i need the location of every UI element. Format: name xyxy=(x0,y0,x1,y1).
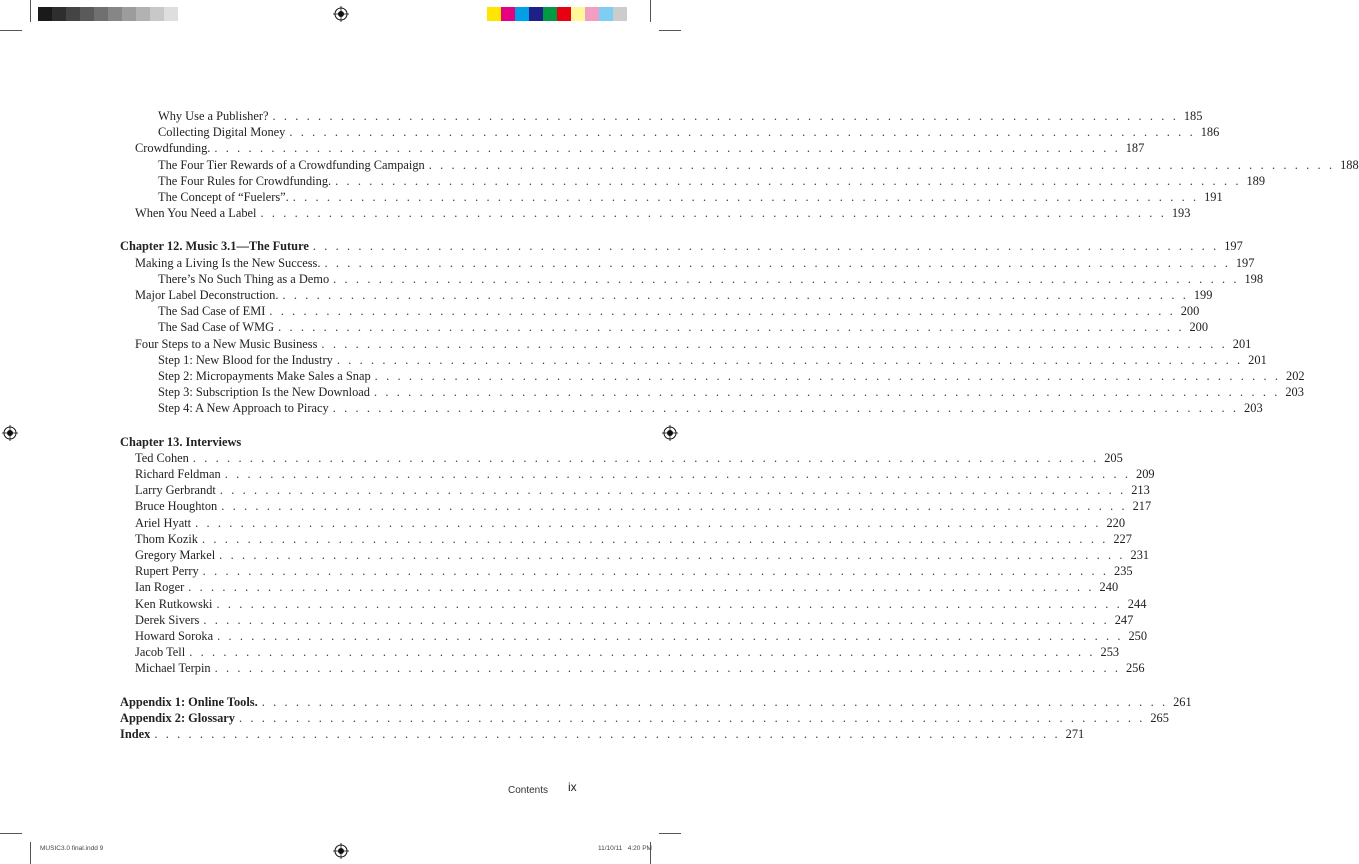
toc-entry[interactable] xyxy=(135,288,1213,303)
toc-entry[interactable] xyxy=(135,499,1152,514)
toc-entry-title: Thom Kozik xyxy=(135,531,198,546)
grayscale-calibration-bar xyxy=(38,7,178,21)
toc-leader-dots: . . . . . . . . . . . . . . . . . . . . . . . . . . . . . . . . . . . . . . . . . . . . . . . . . . . . . . . . . . . . . . . . . . . . . . . . . . . . . . . . xyxy=(282,288,1189,302)
toc-entry-title: Step 4: A New Approach to Piracy xyxy=(158,401,329,416)
toc-entry[interactable] xyxy=(135,629,1148,644)
toc-leader-dots: . . . . . . . . . . . . . . . . . . . . . . . . . . . . . . . . . . . . . . . . . . . . . . . . . . . . . . . . . . . . . . . . . . . . . . . . . . . . . . . . xyxy=(214,661,1121,676)
toc-entry[interactable] xyxy=(158,320,1209,335)
toc-entry[interactable] xyxy=(135,580,1119,595)
toc-leader-dots: . . . . . . . . . . . . . . . . . . . . . . . . . . . . . . . . . . . . . . . . . . . . . . . . . . . . . . . . . . . . . . . . . . . . . . . . . . . . . . . . xyxy=(428,157,1335,172)
toc-entry[interactable] xyxy=(158,352,1267,368)
toc-entry-page: 186 xyxy=(1200,125,1220,140)
color-swatch xyxy=(501,7,515,21)
toc-entry-page: 265 xyxy=(1150,710,1169,725)
toc-entry[interactable] xyxy=(135,645,1120,660)
toc-entry[interactable] xyxy=(158,271,1264,287)
toc-entry-page: 244 xyxy=(1127,596,1147,611)
color-swatch xyxy=(599,7,613,21)
toc-entry[interactable] xyxy=(135,548,1150,563)
toc-entry-page: 261 xyxy=(1173,694,1192,709)
toc-entry[interactable] xyxy=(135,336,1252,352)
toc-entry-page: 227 xyxy=(1113,531,1132,546)
color-swatch xyxy=(80,7,94,21)
toc-entry[interactable] xyxy=(120,435,572,450)
toc-entry[interactable] xyxy=(158,125,1220,140)
toc-entry-page: 201 xyxy=(1232,336,1252,351)
toc-entry-page: 200 xyxy=(1180,304,1200,319)
page-number: ix xyxy=(568,780,577,794)
toc-leader-dots: . . . . . . . . . . . . . . . . . . . . . . . . . . . . . . . . . . . . . . . . . . . . . . . . . . . . . . . . . . . . . . . . . . . . . . . . . . . . . . . . xyxy=(335,173,1242,188)
toc-entry[interactable] xyxy=(158,109,1203,124)
toc-entry[interactable] xyxy=(135,612,1134,628)
toc-entry-title: Jacob Tell xyxy=(135,645,186,660)
toc-leader-dots: . . . . . . . . . . . . . . . . . . . . . . . . . . . . . . . . . . . . . . . . . . . . . . . . . . . . . . . . . . . . . . . . . . . . . . . . . . . . . . . . xyxy=(292,190,1199,204)
toc-entry-page: 217 xyxy=(1132,499,1152,514)
toc-leader-dots: . . . . . . . . . . . . . . . . . . . . . . . . . . . . . . . . . . . . . . . . . . . . . . . . . . . . . . . . . . . . . . . . . . . . . . . . . . . . . . . . xyxy=(201,531,1108,546)
crop-mark xyxy=(659,833,681,834)
toc-entry-title: Bruce Houghton xyxy=(135,499,218,514)
toc-entry-title: Major Label Deconstruction. xyxy=(135,288,279,302)
color-swatch xyxy=(571,7,585,21)
toc-leader-dots: . . . . . . . . . . . . . . . . . . . . . . . . . . . . . . . . . . . . . . . . . . . . . . . . . . . . . . . . . . . . . . . . . . . . . . . . . . . . . . . . xyxy=(217,629,1124,643)
color-swatch xyxy=(150,7,164,21)
toc-entry[interactable] xyxy=(135,564,1133,579)
toc-entry-page: 240 xyxy=(1099,580,1119,595)
toc-leader-dots: . . . . . . . . . . . . . . . . . . . . . . . . . . . . . . . . . . . . . . . . . . . . . . . . . . . . . . . . . . . . . . . . . . . . . . . . . . . . . . . . xyxy=(374,385,1280,400)
toc-entry-title: There’s No Such Thing as a Demo xyxy=(158,271,330,286)
toc-entry[interactable] xyxy=(158,173,1266,189)
toc-entry-page: 201 xyxy=(1248,352,1267,367)
toc-entry-title: The Sad Case of EMI xyxy=(158,304,266,319)
toc-entry-title: Step 2: Micropayments Make Sales a Snap xyxy=(158,369,371,383)
registration-mark-icon xyxy=(662,425,678,441)
toc-leader-dots: . . . . . . . . . . . . . . . . . . . . . . . . . . . . . . . . . . . . . . . . . . . . . . . . . . . . . . . . . . . . . . . . . . . . . . . . . . . . . . . . xyxy=(261,694,1168,709)
toc-entry-title: Ariel Hyatt xyxy=(135,515,192,530)
toc-entry-title: Derek Sivers xyxy=(135,612,200,627)
toc-entry-page: 200 xyxy=(1189,320,1209,335)
running-footer xyxy=(508,780,548,798)
toc-entry-page: 271 xyxy=(1065,727,1085,741)
toc-entry[interactable] xyxy=(120,727,1085,742)
toc-leader-dots: . . . . . . . . . . . . . . . . . . . . . . . . . . . . . . . . . . . . . . . . . . . . . . . . . . . . . . . . . . . . . . . . . . . . . . . . . . . . . . . . xyxy=(333,271,1240,286)
toc-entry-page: 250 xyxy=(1128,629,1148,643)
toc-entry-title: Four Steps to a New Music Business xyxy=(135,336,318,351)
color-swatch xyxy=(487,7,501,21)
color-swatch xyxy=(52,7,66,21)
toc-entry[interactable] xyxy=(120,239,1243,254)
toc-entry-title: Ted Cohen xyxy=(135,450,189,465)
toc-entry[interactable] xyxy=(135,255,1255,271)
toc-leader-dots: . . . . . . . . . . . . . . . . . . . . . . . . . . . . . . . . . . . . . . . . . . . . . . . . . . . . . . . . . . . . . . . . . . . . . . . . . . . . . . . . xyxy=(202,564,1109,579)
toc-entry-page: 189 xyxy=(1246,173,1266,188)
toc-entry[interactable] xyxy=(135,596,1147,612)
print-slug-filename: MUSIC3.0 final.indd 9 xyxy=(40,845,104,852)
toc-leader-dots: . . . . . . . . . . . . . . . . . . . . . . . . . . . . . . . . . . . . . . . . . . . . . . . . . . . . . . . . . . . . . . . . . . . . . . . . . . . . . . . . xyxy=(272,109,1179,123)
registration-mark-icon xyxy=(333,6,349,22)
toc-entry-title: Step 3: Subscription Is the New Download xyxy=(158,385,370,400)
toc-entry-title: Richard Feldman xyxy=(135,467,221,481)
toc-entry[interactable] xyxy=(158,190,1223,205)
color-swatch xyxy=(94,7,108,21)
footer-section-label: Contents xyxy=(508,785,549,796)
toc-entry-page: 209 xyxy=(1136,467,1155,481)
toc-entry-page: 213 xyxy=(1131,483,1150,498)
toc-entry-page: 253 xyxy=(1100,645,1120,660)
toc-entry-page: 198 xyxy=(1244,271,1264,286)
toc-entry-title: Ken Rutkowski xyxy=(135,596,213,611)
toc-entry[interactable] xyxy=(158,304,1200,319)
toc-leader-dots: . . . . . . . . . . . . . . . . . . . . . . . . . . . . . . . . . . . . . . . . . . . . . . . . . . . . . . . . . . . . . . . . . . . . . . . . . . . . . . . . xyxy=(321,336,1228,351)
toc-entry-page: 197 xyxy=(1224,239,1243,254)
toc-entry-page: 235 xyxy=(1114,564,1133,579)
crop-mark xyxy=(30,842,31,864)
color-swatch xyxy=(585,7,599,21)
toc-entry[interactable] xyxy=(135,661,1145,676)
toc-entry-title: Index xyxy=(120,727,151,741)
toc-leader-dots: . . . . . . . . . . . . . . . . . . . . . . . . . . . . . . . . . . . . . . . . . . . . . . . . . . . . . . . . . . . . . . . . . . . . . . . . . . . . . . . . xyxy=(278,320,1185,335)
toc-entry-page: 187 xyxy=(1125,141,1145,156)
toc-leader-dots: . . . . . . . . . . . . . . . . . . . . . . . . . . . . . . . . . . . . . . . . . . . . . . . . . . . . . . . . . . . . . . . . . . . . . . . . . . . . . . . . xyxy=(332,401,1239,416)
toc-leader-dots: . . . . . . . . . . . . . . . . . . . . . . . . . . . . . . . . . . . . . . . . . . . . . . . . . . . . . . . . . . . . . . . . . . . . . . . . . . . . . . . . xyxy=(260,206,1167,221)
toc-entry-page: 205 xyxy=(1104,450,1123,465)
toc-leader-dots: . . . . . . . . . . . . . . . . . . . . . . . . . . . . . . . . . . . . . . . . . . . . . . . . . . . . . . . . . . . . . . . . . . . . . . . . . . . . . . . . xyxy=(221,499,1128,514)
toc-entry-title: Step 1: New Blood for the Industry xyxy=(158,352,333,367)
toc-entry-title: Making a Living Is the New Success. xyxy=(135,255,321,270)
toc-entry-title: Appendix 2: Glossary xyxy=(120,710,235,725)
color-swatch xyxy=(122,7,136,21)
toc-entry-title: The Concept of “Fuelers”. xyxy=(158,190,289,204)
toc-leader-dots: . . . . . . . . . . . . . . . . . . . . . . . . . . . . . . . . . . . . . . . . . . . . . . . . . . . . . . . . . . . . . . . . . . . . . . . . . . . . . . . . xyxy=(195,515,1102,530)
toc-entry[interactable] xyxy=(135,467,1155,482)
toc-entry-page: 220 xyxy=(1106,515,1126,530)
toc-entry[interactable] xyxy=(135,206,1191,221)
toc-entry-title: Howard Soroka xyxy=(135,629,214,643)
toc-entry[interactable] xyxy=(135,531,1132,547)
toc-leader-dots: . . . . . . . . . . . . . . . . . . . . . . . . . . . . . . . . . . . . . . . . . . . . . . . . . . . . . . . . . . . . . . . . . . . . . . . . . . . . . . . . xyxy=(374,369,1281,383)
color-swatch xyxy=(136,7,150,21)
color-swatch xyxy=(543,7,557,21)
toc-entry[interactable] xyxy=(120,694,1192,710)
color-swatch xyxy=(164,7,178,21)
toc-entry[interactable] xyxy=(158,157,1359,173)
toc-entry-page: 256 xyxy=(1125,661,1145,676)
toc-entry-title: Collecting Digital Money xyxy=(158,125,286,140)
toc-entry-page: 197 xyxy=(1235,255,1255,270)
toc-leader-dots: . . . . . . . . . . . . . . . . . . . . . . . . . . . . . . . . . . . . . . . . . . . . . . . . . . . . . . . . . . . . . . . . . . . . . . . . . . . . . . . . xyxy=(224,467,1131,481)
crop-mark xyxy=(0,833,22,834)
registration-mark-icon xyxy=(2,425,18,441)
crop-mark xyxy=(0,30,22,31)
toc-leader-dots: . . . . . . . . . . . . . . . . . . . . . . . . . . . . . . . . . . . . . . . . . . . . . . . . . . . . . . . . . . . . . . . . . . . . . . . . . . . . . . . . xyxy=(154,727,1061,741)
toc-entry-title: The Four Rules for Crowdfunding. xyxy=(158,173,332,188)
toc-entry-title: Why Use a Publisher? xyxy=(158,109,269,123)
toc-leader-dots: . . . . . . . . . . . . . . . . . . . . . . . . . . . . . . . . . . . . . . . . . . . . . . . . . . . . . . . . . . . . . . . . . . . . . . . . . . . . . . . . xyxy=(289,125,1196,140)
toc-entry-page: 247 xyxy=(1114,612,1134,627)
toc-entry-page: 231 xyxy=(1130,548,1150,562)
toc-entry[interactable] xyxy=(120,710,1169,726)
toc-leader-dots: . . . . . . . . . . . . . . . . . . . . . . . . . . . . . . . . . . . . . . . . . . . . . . . . . . . . . . . . . . . . . . . . . . . . . . . . . . . . . . . . xyxy=(189,645,1096,660)
crop-mark xyxy=(650,0,651,22)
toc-entry-page: 191 xyxy=(1204,190,1223,204)
crop-mark xyxy=(30,0,31,22)
print-slug-datetime: 11/10/11 4:20 PM xyxy=(598,845,652,852)
toc-entry[interactable] xyxy=(135,450,1123,466)
color-swatch xyxy=(108,7,122,21)
toc-entry-title: Michael Terpin xyxy=(135,661,211,676)
toc-entry-title: Appendix 1: Online Tools. xyxy=(120,694,258,709)
toc-leader-dots: . . . . . . . . . . . . . . . . . . . . . . . . . . . . . . . . . . . . . . . . . . . . . . . . . . . . . . . . . . . . . . . . . . . . . . . . . . . . . . . . xyxy=(192,450,1099,465)
toc-entry-title: The Sad Case of WMG xyxy=(158,320,275,335)
toc-leader-dots: . . . . . . . . . . . . . . . . . . . . . . . . . . . . . . . . . . . . . . . . . . . . . . . . . . . . . . . . . . . . . . . . . . . . . . . . . . . . . . . . xyxy=(219,548,1126,562)
toc-entry[interactable] xyxy=(158,385,1304,400)
toc-entry[interactable] xyxy=(135,515,1126,531)
toc-leader-dots: . . . . . . . . . . . . . . . . . . . . . . . . . . . . . . . . . . . . . . . . . . . . . . . . . . . . . . . . . . . . . . . . . . . . . . . . . . . . . . . . xyxy=(216,596,1123,611)
toc-entry-title: The Four Tier Rewards of a Crowdfunding Campaign xyxy=(158,157,425,172)
toc-leader-dots: . . . . . . . . . . . . . . . . . . . . . . . . . . . . . . . . . . . . . . . . . . . . . . . . . . . . . . . . . . . . . . . . . . . . . . . . . . . . . . . . xyxy=(238,710,1145,725)
toc-entry-title: Ian Roger xyxy=(135,580,185,595)
toc-leader-dots: . . . . . . . . . . . . . . . . . . . . . . . . . . . . . . . . . . . . . . . . . . . . . . . . . . . . . . . . . . . . . . . . . . . . . . . . . . . . . . . . xyxy=(269,304,1176,319)
toc-leader-dots: . . . . . . . . . . . . . . . . . . . . . . . . . . . . . . . . . . . . . . . . . . . . . . . . . . . . . . . . . . . . . . . . . . . . . . . . . . . . . . . . xyxy=(219,483,1126,498)
toc-entry-page: 202 xyxy=(1286,369,1305,383)
toc-leader-dots: . . . . . . . . . . . . . . . . . . . . . . . . . . . . . . . . . . . . . . . . . . . . . . . . . . . . . . . . . . . . . . . . . . . . . . . . . . . . . . . . xyxy=(214,141,1121,156)
toc-leader-dots: . . . . . . . . . . . . . . . . . . . . . . . . . . . . . . . . . . . . . . . . . . . . . . . . . . . . . . . . . . . . . . . . . . . . . . . . . . . . . . . . xyxy=(203,612,1110,627)
toc-entry-page: 193 xyxy=(1171,206,1191,221)
toc-leader-dots: . . . . . . . . . . . . . . . . . . . . . . . . . . . . . . . . . . . . . . . . . . . . . . . . . . . . . . . . . . . . . . . . . . . . . . . . . . . . . . . . xyxy=(188,580,1095,595)
toc-entry-page: 203 xyxy=(1285,385,1304,400)
toc-leader-dots: . . . . . . . . . . . . . . . . . . . . . . . . . . . . . . . . . . . . . . . . . . . . . . . . . . . . . . . . . . . . . . . . . . . . . . . . . . . . . . . . xyxy=(324,255,1231,270)
toc-leader-dots: . . . . . . . . . . . . . . . . . . . . . . . . . . . . . . . . . . . . . . . . . . . . . . . . . . . . . . . . . . . . . . . . . . . . . . . . . . . . . . . . xyxy=(312,239,1219,254)
toc-entry-title: Rupert Perry xyxy=(135,564,199,579)
toc-entry-page: 188 xyxy=(1340,157,1359,172)
toc-entry-title: When You Need a Label xyxy=(135,206,257,221)
toc-entry-page: 199 xyxy=(1193,288,1213,302)
toc-entry-page: 185 xyxy=(1183,109,1203,123)
toc-entry[interactable] xyxy=(135,141,1145,156)
color-swatch xyxy=(66,7,80,21)
color-swatch xyxy=(38,7,52,21)
color-swatch xyxy=(515,7,529,21)
registration-mark-icon xyxy=(333,843,349,859)
crop-mark xyxy=(659,30,681,31)
toc-leader-dots: . . . . . . . . . . . . . . . . . . . . . . . . . . . . . . . . . . . . . . . . . . . . . . . . . . . . . . . . . . . . . . . . . . . . . . . . . . . . . . . . xyxy=(336,352,1243,367)
toc-entry[interactable] xyxy=(158,369,1305,384)
toc-entry-title: Chapter 13. Interviews xyxy=(120,434,242,449)
toc-entry-title: Larry Gerbrandt xyxy=(135,483,216,498)
toc-entry-page: 203 xyxy=(1244,401,1263,416)
color-swatch xyxy=(529,7,543,21)
toc-entry[interactable] xyxy=(135,483,1150,498)
color-swatch xyxy=(613,7,627,21)
toc-entry-title: Gregory Markel xyxy=(135,548,216,562)
color-swatch xyxy=(557,7,571,21)
toc-entry-title: Chapter 12. Music 3.1—The Future xyxy=(120,239,309,254)
toc-entry-title: Crowdfunding. xyxy=(135,141,211,156)
toc-entry[interactable] xyxy=(158,401,1263,416)
color-calibration-bar xyxy=(487,7,627,21)
